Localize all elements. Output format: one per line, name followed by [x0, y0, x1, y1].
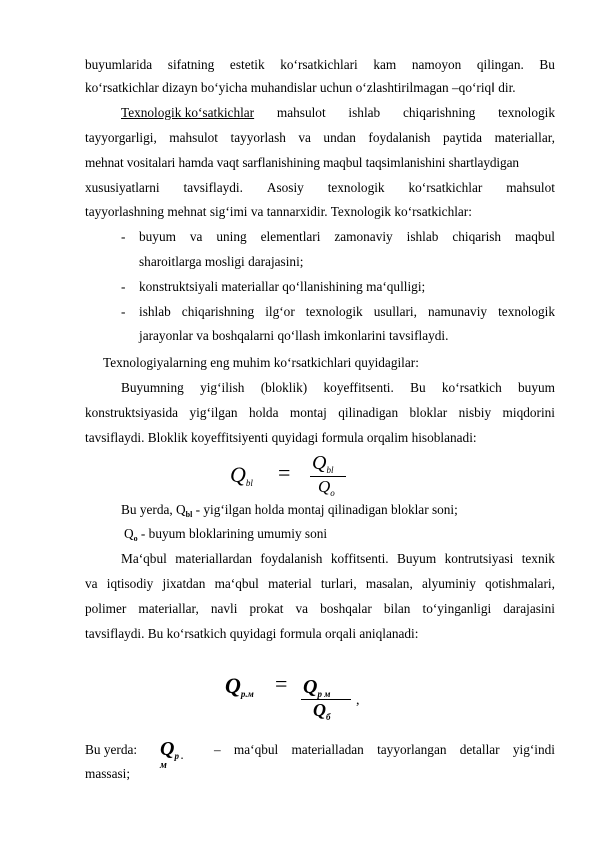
word: buyumlarida — [85, 57, 153, 72]
word: ishlab — [139, 304, 171, 319]
word: ishlab — [406, 229, 439, 244]
word: ilg‘or — [265, 304, 295, 319]
word: alyuminiy — [421, 576, 476, 591]
para2-line4 — [85, 180, 555, 196]
para4-line4 — [85, 576, 555, 592]
para2-line2 — [85, 130, 555, 146]
formula2-numerator: $Q_{p м}$ — [303, 676, 331, 699]
word: tavsiflaydi. — [183, 180, 243, 195]
formula1-eq: = — [278, 460, 291, 485]
word: materiallardan — [175, 551, 252, 566]
word: nisbiy — [458, 405, 492, 420]
word: chiqarishning — [402, 105, 476, 120]
word: ma‘qbul — [233, 742, 279, 757]
para2-line1 — [121, 105, 555, 121]
word: prokat — [249, 601, 284, 616]
word: materiallar, — [138, 601, 199, 616]
para5-symbol: $Q_{p .}$ м — [160, 738, 184, 771]
word: estetik — [229, 57, 265, 72]
formula2-denominator: $Q_б$ — [313, 700, 331, 722]
bullet-dash-1: - — [121, 229, 126, 244]
word: texnologik — [327, 180, 385, 195]
word: buyum — [518, 380, 555, 395]
word: ko‘rsatkichlar — [408, 180, 483, 195]
word: foydalanish — [260, 551, 323, 566]
word: mahsulot — [276, 105, 326, 120]
word: tayyorlangan — [377, 742, 447, 757]
formula-maqbul — [225, 665, 375, 725]
word: xususiyatlarni — [85, 180, 160, 195]
para3-heading: Texnologiyalarning eng muhim ko‘rsatkichlari quyidagilar: — [103, 355, 419, 370]
word: kam — [373, 57, 397, 72]
word: konstruktsiyasida — [85, 405, 179, 420]
word: Buyum — [397, 551, 437, 566]
para5-lead: Bu yerda: — [85, 742, 138, 757]
word: turlari, — [320, 576, 357, 591]
word: ma‘qbul — [214, 576, 259, 591]
word: texnik — [521, 551, 555, 566]
word: uning — [216, 229, 247, 244]
word: mahsulot — [169, 130, 219, 145]
para2-line5: tayyorlashning mehnat sig‘imi va tannarxidir. Texnologik ko‘rsatkichlar: — [85, 204, 472, 219]
word: namoyon — [411, 57, 462, 72]
para5-line2: massasi; — [85, 766, 131, 781]
word: Asosiy — [266, 180, 304, 195]
word: va — [85, 576, 98, 591]
word: boshqalar — [320, 601, 372, 616]
word: Bu — [539, 57, 555, 72]
formula-bloklik — [230, 452, 360, 497]
word: texnologik — [498, 304, 555, 319]
word: buyum — [139, 229, 176, 244]
word: usullari, — [373, 304, 417, 319]
word: qilinadigan — [338, 405, 399, 420]
para2-line3: mehnat vositalari hamda vaqt sarflanishining maqbul taqsimlanishini shartlaydigan — [85, 155, 519, 170]
word: to‘yinganligi — [422, 601, 492, 616]
word: qotishmalari, — [485, 576, 555, 591]
word: polimer — [85, 601, 127, 616]
word: chiqarish — [452, 229, 502, 244]
bullet-dash-2: - — [121, 279, 126, 294]
para1-line1 — [85, 57, 555, 73]
word: ishlab — [348, 105, 381, 120]
bullet2-text: konstruktsiyali materiallar qo‘llanishining ma‘qulligi; — [139, 279, 426, 294]
formula2-eq: = — [275, 671, 288, 696]
formula2-lhs: Qp.м — [225, 673, 254, 699]
word: navli — [210, 601, 238, 616]
word: zamonaviy — [334, 229, 393, 244]
word: elementlari — [260, 229, 321, 244]
word: Buyumning — [121, 380, 184, 395]
word: foydalanish — [368, 130, 431, 145]
para4-line5 — [85, 601, 555, 617]
where-qo: $Q_o$ - buyum bloklarining umumiy soni — [124, 526, 328, 543]
word: masalan, — [365, 576, 413, 591]
word: kontrutsiyasi — [444, 551, 514, 566]
word: yig‘ilgan — [189, 405, 238, 420]
word: Ma‘qbul — [121, 551, 167, 566]
word: ko‘rsatkichlari — [280, 57, 358, 72]
word: bloklar — [409, 405, 448, 420]
bullet-dash-3: - — [121, 304, 126, 319]
formula1-denominator: $Q_o$ — [318, 477, 335, 498]
word: iqtisodiy — [106, 576, 154, 591]
word: materialladan — [291, 742, 364, 757]
para5-line1 — [214, 742, 555, 758]
word: ko‘rsatkich — [441, 380, 502, 395]
para4-line6: tavsiflaydi. Bu ko‘rsatkich quyidagi formula orqali aniqlanadi: — [85, 626, 419, 641]
formula2-trailing-comma: , — [356, 693, 360, 708]
word: miqdorini — [502, 405, 555, 420]
bullet3-line1 — [139, 304, 555, 320]
word: holda — [248, 405, 279, 420]
bullet3-line2: jarayonlar va boshqalarni qo‘llash imkonlarini tavsiflaydi. — [139, 328, 449, 343]
word: qilingan. — [476, 57, 524, 72]
word: detallar — [459, 742, 500, 757]
word: montaj — [289, 405, 327, 420]
word: texnologik — [498, 105, 555, 120]
word: darajasini — [503, 601, 555, 616]
word: bilan — [383, 601, 411, 616]
word: materiallar, — [494, 130, 555, 145]
word: – — [214, 742, 221, 757]
word: va — [295, 601, 309, 616]
word: undan — [323, 130, 356, 145]
term-texnologik: Texnologik ko‘satkichlar — [121, 105, 255, 120]
word: koffitsenti. — [330, 551, 389, 566]
word: koyeffitsenti. — [323, 380, 394, 395]
word: maqbul — [515, 229, 555, 244]
word: yig‘ilish — [200, 380, 245, 395]
para3-line3: tavsiflaydi. Bloklik koyeffitsiyenti quyidagi formula orqalim hisoblanadi: — [85, 430, 477, 445]
word: (bloklik) — [260, 380, 308, 395]
para1-line2: ko‘rsatkichlar dizayn bo‘yicha muhandislar uchun o‘zlashtirilmagan –qo‘riq‖ dir. — [85, 80, 516, 95]
where-qbl: Bu yerda, $Q_{bl}$ - yig‘ilgan holda montaj qilinadigan bloklar soni; — [121, 502, 458, 519]
bullet1-line1 — [139, 229, 555, 245]
word: jixatdan — [162, 576, 206, 591]
para3-line2 — [85, 405, 555, 421]
bullet1-line2: sharoitlarga mosligi darajasini; — [139, 254, 304, 269]
word: va — [189, 229, 203, 244]
word: sifatning — [167, 57, 215, 72]
word: tayyorgarligi, — [85, 130, 157, 145]
word: mahsulot — [506, 180, 555, 195]
word: va — [298, 130, 311, 145]
word: yig‘indi — [512, 742, 555, 757]
word: Bu — [410, 380, 426, 395]
word: chiqarishning — [181, 304, 255, 319]
para3-line1 — [121, 380, 555, 396]
para4-line3 — [121, 551, 555, 567]
word: namunaviy — [427, 304, 488, 319]
formula1-lhs: Qbl — [230, 462, 253, 488]
word: texnologik — [305, 304, 363, 319]
word: tayyorlash — [230, 130, 286, 145]
word: paytida — [442, 130, 483, 145]
word: material — [268, 576, 312, 591]
formula1-numerator: $Q_{bl}$ — [312, 452, 334, 475]
